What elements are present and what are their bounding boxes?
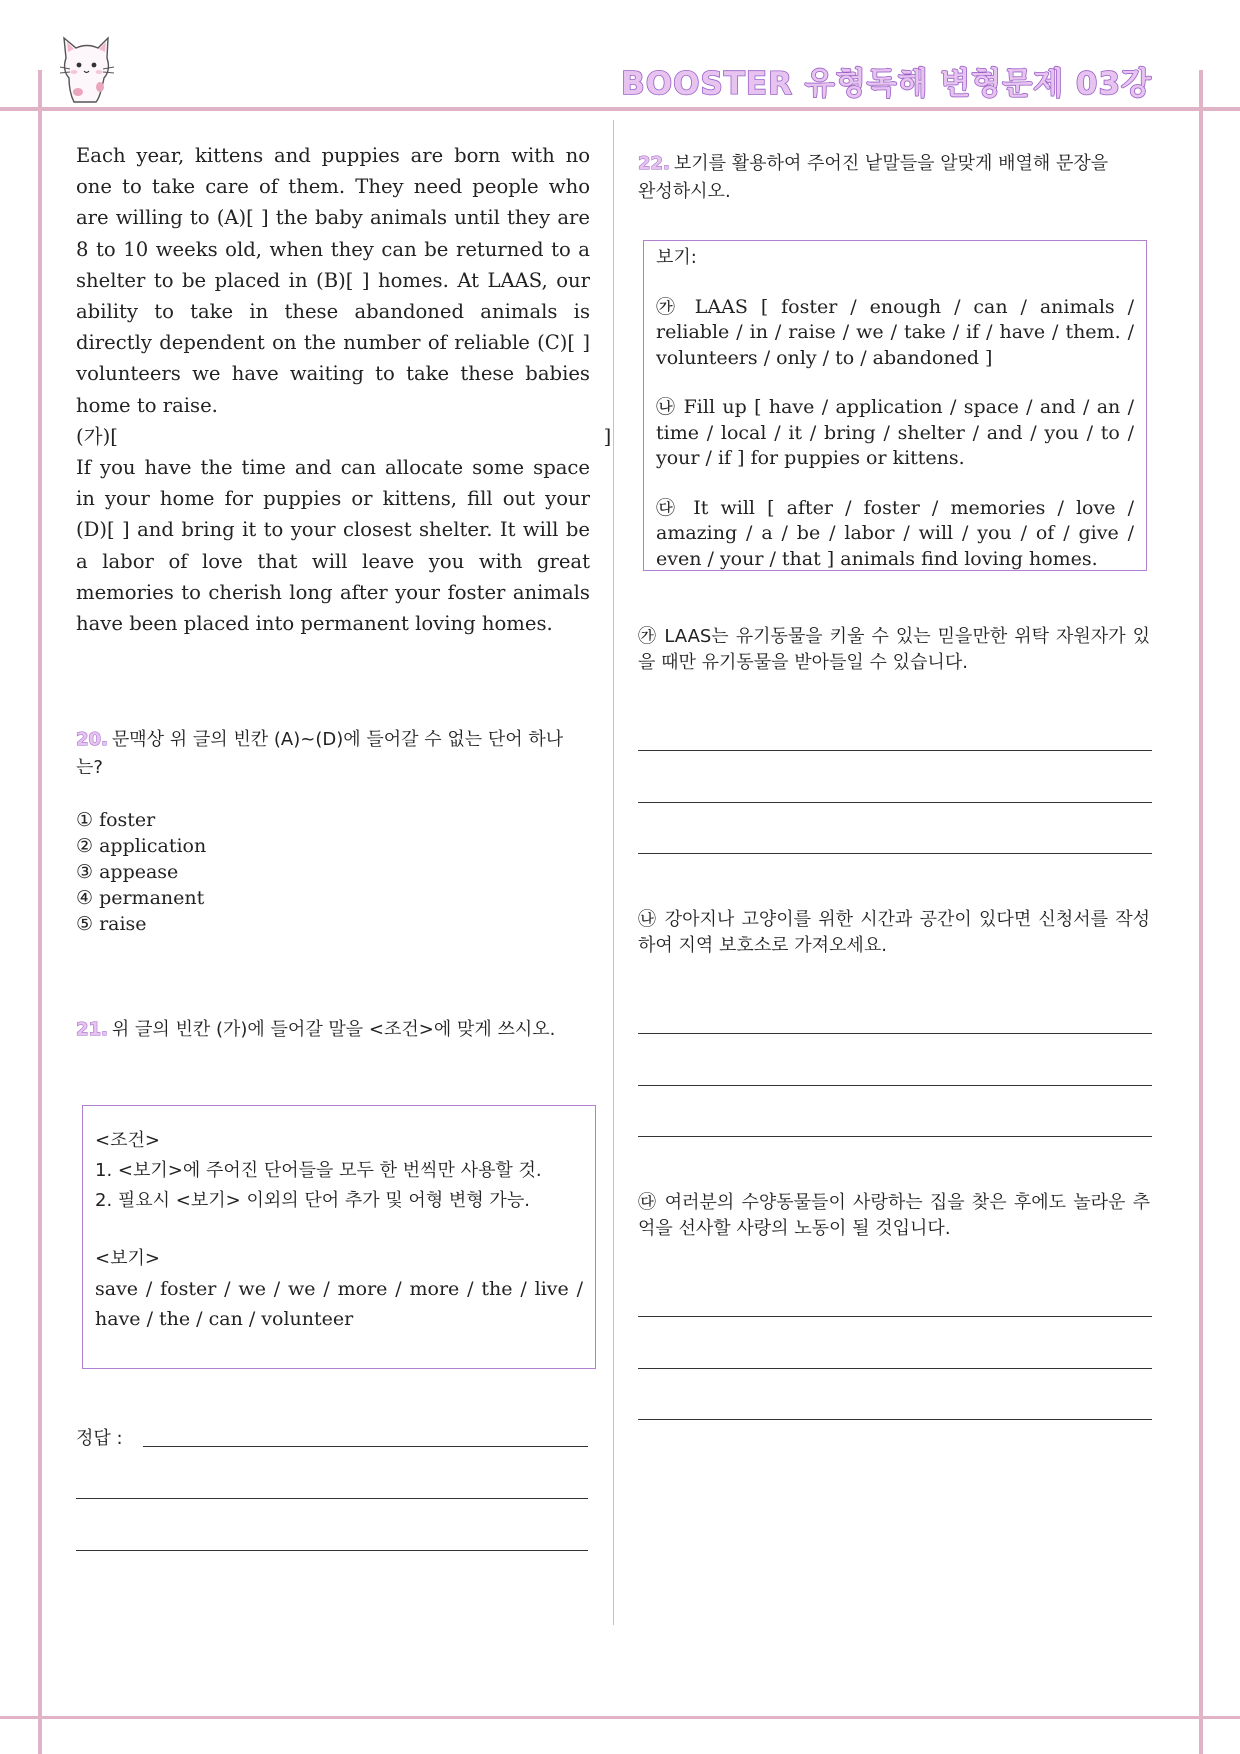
option-1[interactable]: ① foster xyxy=(76,809,156,831)
frame-top-line xyxy=(0,107,1240,111)
page-title: BOOSTER 유형독해 변형문제 03강 xyxy=(621,66,1152,102)
bogi-title: 보기: xyxy=(656,247,697,268)
bogi-title: <보기> xyxy=(95,1248,160,1269)
answer-line[interactable] xyxy=(638,1368,1152,1369)
condition-title: <조건> xyxy=(95,1130,160,1151)
answer-line[interactable] xyxy=(638,1136,1152,1137)
bogi-box xyxy=(643,240,1147,571)
condition-item-2: 2. 필요시 <보기> 이외의 단어 추가 및 어형 변형 가능. xyxy=(95,1190,530,1211)
option-5[interactable]: ⑤ raise xyxy=(76,913,147,935)
question-text: 문맥상 위 글의 빈칸 (A)~(D)에 들어갈 수 없는 단어 하나는? xyxy=(76,729,564,778)
bogi-words: save / foster / we / we / more / more / the / live / have / the / can / volunteer xyxy=(95,1278,583,1330)
question-text: 보기를 활용하여 주어진 낱말들을 알맞게 배열해 문장을 완성하시오. xyxy=(638,153,1109,202)
condition-item-1: 1. <보기>에 주어진 단어들을 모두 한 번씩만 사용할 것. xyxy=(95,1160,542,1181)
answer-line[interactable] xyxy=(638,750,1152,751)
question-21 xyxy=(76,1016,576,1044)
answer-line[interactable] xyxy=(638,853,1152,854)
frame-right-line xyxy=(1199,70,1203,1754)
option-4[interactable]: ④ permanent xyxy=(76,887,205,909)
answer-line[interactable] xyxy=(638,802,1152,803)
question-number: 20. xyxy=(76,729,108,750)
bogi-item-na: ㉯ Fill up [ have / application / space / and / an / time / local / it / bring / shelter / and / you / to / your / if ] for puppies or kittens. xyxy=(656,396,1134,469)
bogi-item-ga: ㉮ LAAS [ foster / enough / can / animals / reliable / in / raise / we / take / if / have / them. / volunteers / only / to / abandoned ] xyxy=(656,295,1134,369)
translation-da: ㉰ 여러분의 수양동물들이 사랑하는 집을 찾은 후에도 놀라운 추억을 선사할 사랑의 노동이 될 것입니다. xyxy=(638,1192,1150,1239)
question-20 xyxy=(76,726,576,782)
question-number: 21. xyxy=(76,1019,108,1040)
question-text: 위 글의 빈칸 (가)에 들어갈 말을 <조건>에 맞게 쓰시오. xyxy=(111,1019,556,1040)
answer-line[interactable] xyxy=(638,1419,1152,1420)
column-divider xyxy=(613,120,614,1625)
answer-line[interactable] xyxy=(143,1446,588,1447)
answer-line[interactable] xyxy=(638,1033,1152,1034)
passage-paragraph-1: Each year, kittens and puppies are born with no one to take care of them. They need people who are willing to (A)[ ] the baby animals until they are 8 to 10 weeks old, when they can be returned to a shelter to be placed in (B)[ ] homes. At LAAS, our ability to take in these abandoned animals is directly dependent on the number of reliable (C)[ ] volunteers we have waiting to take these babies home to raise. xyxy=(76,144,590,417)
cat-icon xyxy=(56,32,118,106)
translation-ga: ㉮ LAAS는 유기동물을 키울 수 있는 믿을만한 위탁 자원자가 있을 때만 유기동물을 받아들일 수 있습니다. xyxy=(638,626,1150,673)
translation-na: ㉯ 강아지나 고양이를 위한 시간과 공간이 있다면 신청서를 작성하여 지역 보호소로 가져오세요. xyxy=(638,909,1150,956)
answer-line[interactable] xyxy=(76,1550,588,1551)
question-22 xyxy=(638,150,1128,206)
option-2[interactable]: ② application xyxy=(76,835,207,857)
condition-box xyxy=(82,1105,596,1369)
passage-blank-ga: (가)[ ] xyxy=(76,424,612,448)
passage-paragraph-2: If you have the time and can allocate some space in your home for puppies or kittens, fill out your (D)[ ] and bring it to your closest shelter. It will be a labor of love that will leave you with great memories to cherish long after your foster animals have been placed into permanent loving homes. xyxy=(76,456,590,636)
option-3[interactable]: ③ appease xyxy=(76,861,179,883)
answer-label: 정답 : xyxy=(76,1428,123,1449)
answer-line[interactable] xyxy=(76,1498,588,1499)
question-number: 22. xyxy=(638,153,670,174)
frame-left-line xyxy=(38,70,42,1754)
answer-line[interactable] xyxy=(638,1316,1152,1317)
reading-passage xyxy=(76,140,612,639)
frame-bottom-line xyxy=(0,1716,1240,1719)
answer-options xyxy=(76,807,206,937)
answer-line[interactable] xyxy=(638,1085,1152,1086)
bogi-item-da: ㉰ It will [ after / foster / memories / love / amazing / a / be / labor / will / you / of / give / even / your / that ] animals find loving homes. xyxy=(656,496,1134,570)
